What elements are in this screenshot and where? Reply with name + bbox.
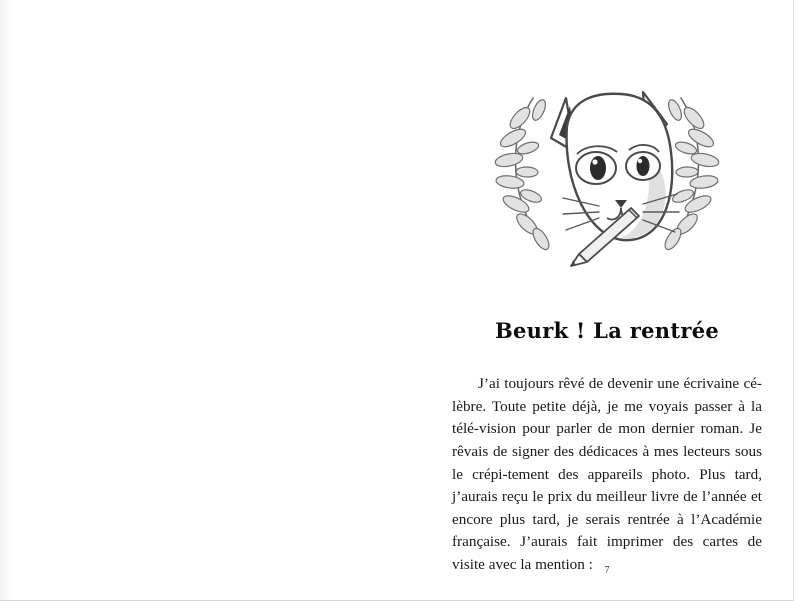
page-content-column	[452, 40, 762, 577]
page-number: 7	[604, 565, 610, 576]
chapter-title: Beurk ! La rentrée	[494, 318, 720, 343]
cat-with-pencil-in-laurel-wreath-illustration	[471, 40, 743, 280]
page-gutter-shading	[0, 0, 14, 601]
cat-head	[551, 92, 679, 266]
body-paragraph: J’ai toujours rêvé de devenir une écrivaine cé-lèbre. Toute petite déjà, je me voyais passer à la télé-vision pour parler de mon dernier roman. Je rêvais de signer des dédicaces à mes lecteurs sous le crépi-tement des appareils photo. Plus tard, j’aurais reçu le prix du meilleur livre de l’année et encore plus tard, je serais rentrée à l’Académie française. J’aurais fait imprimer des cartes de visite avec la mention :	[452, 375, 762, 573]
